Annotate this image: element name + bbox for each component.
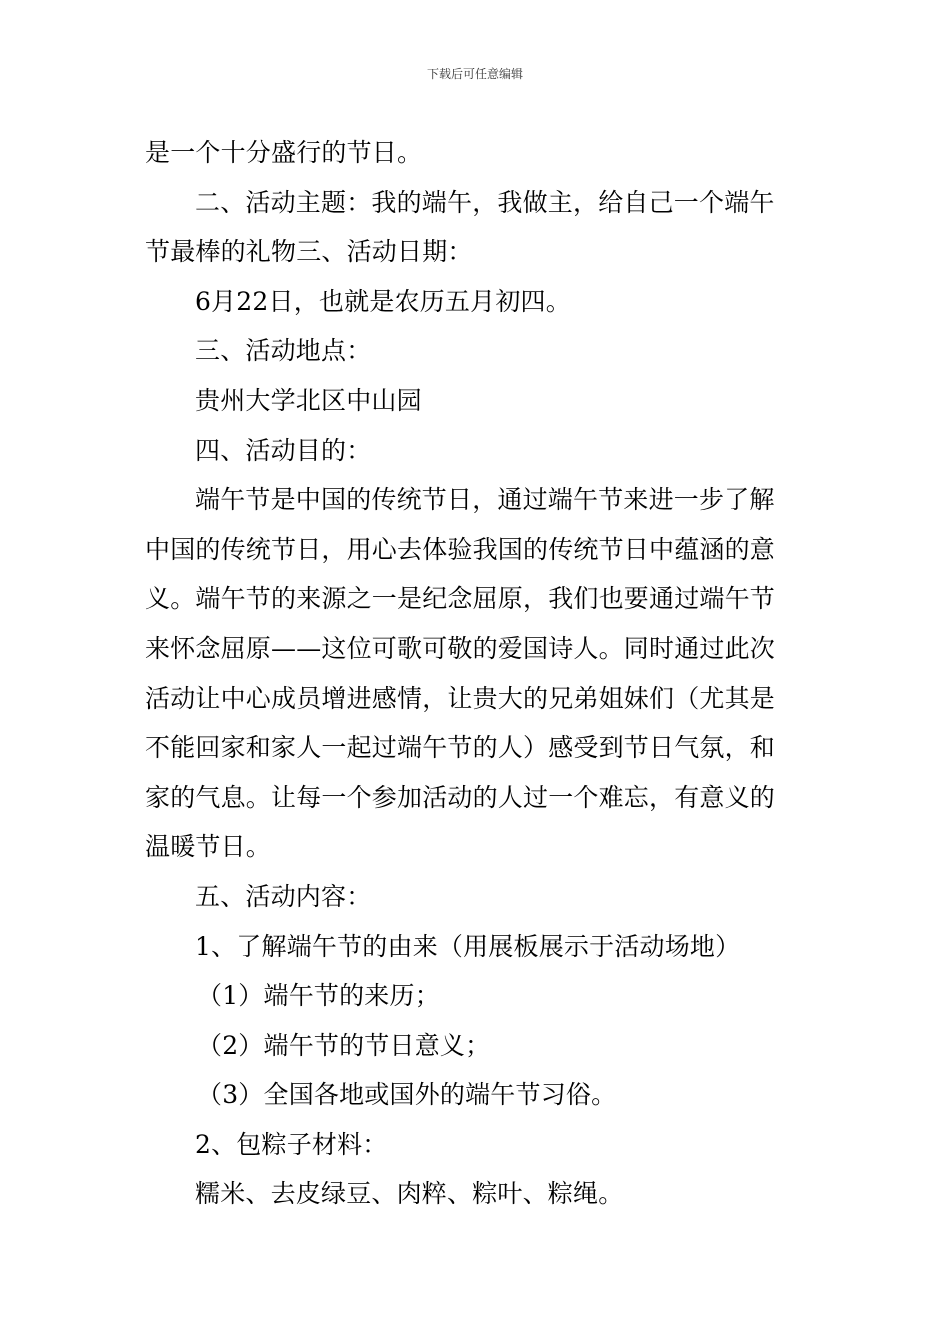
paragraph-line: 来怀念屈原——这位可歌可敬的爱国诗人。同时通过此次 — [145, 633, 776, 663]
paragraph-line: 是一个十分盛行的节日。 — [145, 138, 423, 167]
paragraph-line: 不能回家和家人一起过端午节的人）感受到节日气氛，和 — [145, 733, 776, 763]
paragraph-line: 中国的传统节日，用心去体验我国的传统节日中蕴涵的意 — [145, 534, 776, 564]
list-item: 1、了解端午节的由来（用展板展示于活动场地） — [195, 931, 741, 961]
paragraph-line: 端午节是中国的传统节日，通过端午节来进一步了解 — [195, 485, 775, 515]
header-note: 下载后可任意编辑 — [426, 67, 523, 81]
list-item: 2、包粽子材料： — [195, 1129, 388, 1159]
activity-date: 6月22日，也就是农历五月初四。 — [195, 286, 571, 316]
content-heading: 五、活动内容： — [195, 881, 372, 911]
activity-location: 贵州大学北区中山园 — [195, 385, 422, 415]
purpose-heading: 四、活动目的： — [195, 435, 372, 465]
paragraph-line: 活动让中心成员增进感情，让贵大的兄弟姐妹们（尤其是 — [145, 683, 776, 713]
sub-list-item: （1）端午节的来历； — [197, 981, 440, 1011]
paragraph-line: 家的气息。让每一个参加活动的人过一个难忘，有意义的 — [145, 782, 776, 812]
paragraph-line: 义。端午节的来源之一是纪念屈原，我们也要通过端午节 — [145, 584, 776, 614]
theme-heading: 二、活动主题：我的端午，我做主，给自己一个端午 — [195, 187, 775, 217]
sub-list-item: （2）端午节的节日意义； — [197, 1030, 491, 1060]
document-body — [145, 128, 807, 1219]
materials-line: 糯米、去皮绿豆、肉粹、粽叶、粽绳。 — [195, 1179, 624, 1209]
sub-list-item: （3）全国各地或国外的端午节习俗。 — [197, 1080, 617, 1110]
paragraph-line: 节最棒的礼物三、活动日期： — [145, 237, 473, 267]
paragraph-line: 温暖节日。 — [145, 832, 272, 862]
location-heading: 三、活动地点： — [195, 336, 372, 366]
